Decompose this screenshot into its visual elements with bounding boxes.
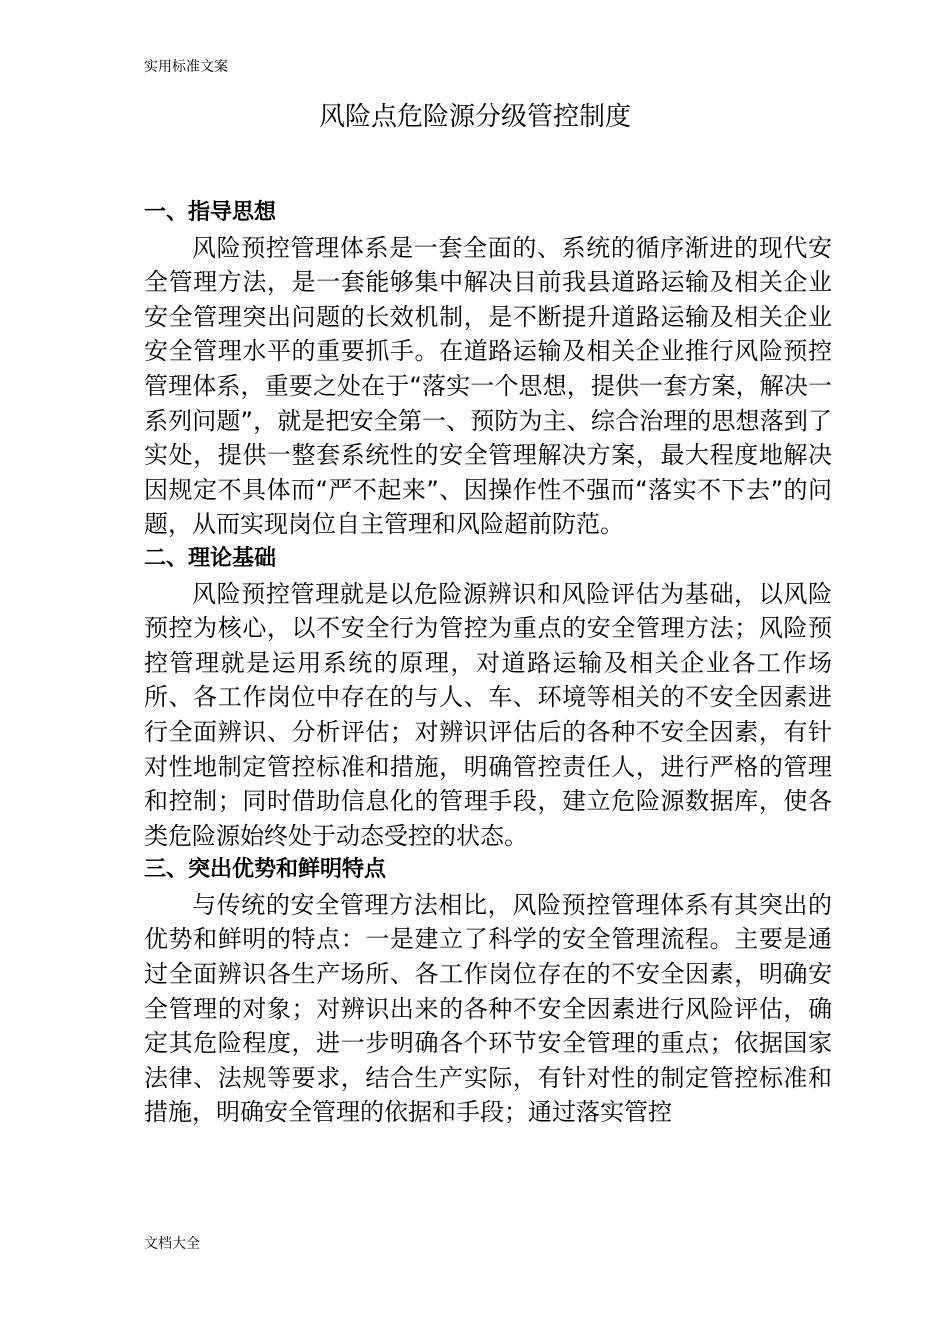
section-heading-1: 一、指导思想 xyxy=(144,200,277,225)
section-paragraph-2 xyxy=(144,577,832,854)
paragraph-text: 风险预控管理体系是一套全面的、系统的循序渐进的现代安全管理方法，是一套能够集中解决目前我县道路运输及相关企业安全管理突出问题的长效机制，是不断提升道路运输及相关企业安全管理水平的重要抓手。在道路运输及相关企业推行风险预控管理体系，重要之处在于“落实一个思想，提供一套方案，解决一系列问题”，就是把安全第一、预防为主、综合治理的思想落到了实处，提供一整套系统性的安全管理解决方案，最大程度地解决因规定不具体而“严不起来”、因操作性不强而“落实不下去”的问题，从而实现岗位自主管理和风险超前防范。 xyxy=(144,233,832,539)
section-paragraph-3 xyxy=(144,888,832,1130)
section-paragraph-1 xyxy=(144,231,832,542)
section-heading-2: 二、理论基础 xyxy=(144,545,277,571)
page-footer: 文档大全 xyxy=(144,1236,200,1252)
document-body xyxy=(144,196,832,1130)
document-title: 风险点危险源分级管控制度 xyxy=(318,102,631,132)
paragraph-text: 风险预控管理就是以危险源辨识和风险评估为基础，以风险预控为核心，以不安全行为管控为重点的安全管理方法；风险预控管理就是运用系统的原理，对道路运输及相关企业各工作场所、各工作岗位中存在的与人、车、环境等相关的不安全因素进行全面辨识、分析评估；对辨识评估后的各种不安全因素，有针对性地制定管控标准和措施，明确管控责任人，进行严格的管理和控制；同时借助信息化的管理手段，建立危险源数据库，使各类危险源始终处于动态受控的状态。 xyxy=(144,579,832,850)
section-heading-3: 三、突出优势和鲜明特点 xyxy=(144,857,387,883)
paragraph-text: 与传统的安全管理方法相比，风险预控管理体系有其突出的优势和鲜明的特点：一是建立了科学的安全管理流程。主要是通过全面辨识各生产场所、各工作岗位存在的不安全因素，明确安全管理的对象；对辨识出来的各种不安全因素进行风险评估，确定其危险程度，进一步明确各个环节安全管理的重点；依据国家法律、法规等要求，结合生产实际，有针对性的制定管控标准和措施，明确安全管理的依据和手段；通过落实管控 xyxy=(144,890,832,1127)
page-header: 实用标准文案 xyxy=(144,59,228,75)
